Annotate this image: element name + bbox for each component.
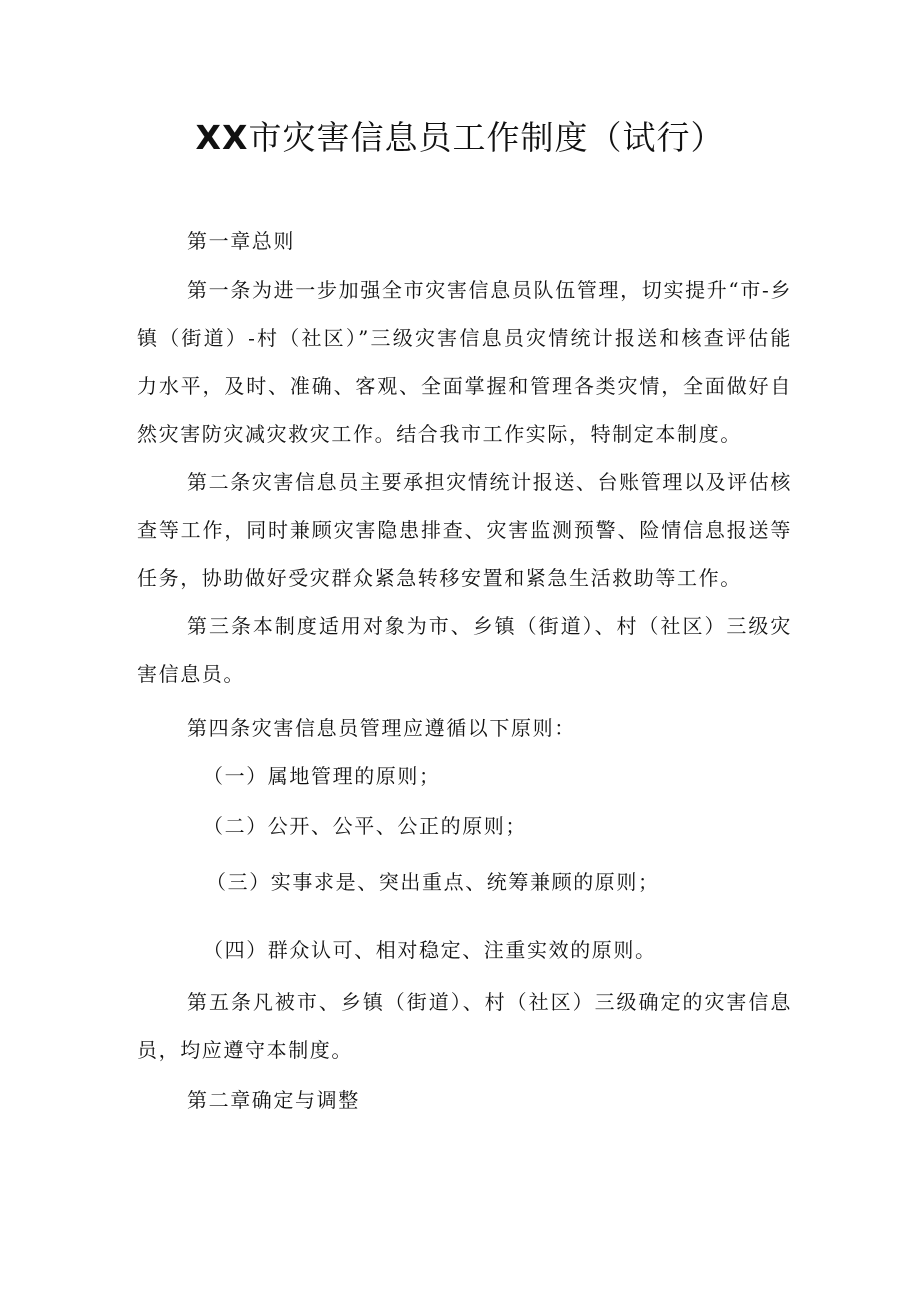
principle-3: （三）实事求是、突出重点、统筹兼顾的原则； xyxy=(206,870,660,894)
principle-2: （二）公开、公平、公正的原则； xyxy=(203,814,527,838)
principle-4: （四）群众认可、相对稳定、注重实效的原则。 xyxy=(203,938,657,962)
title-text: 市灾害信息员工作制度（试行） xyxy=(248,118,725,157)
article-2: 第二条灾害信息员主要承担灾情统计报送、台账管理以及评估核查等工作，同时兼顾灾害隐患排查、灾害监测预警、险情信息报送等任务，协助做好受灾群众紧急转移安置和紧急生活救助等工作。 xyxy=(137,470,792,590)
chapter-heading-1: 第一章总则 xyxy=(187,229,295,253)
document-title xyxy=(0,112,920,159)
article-3: 第三条本制度适用对象为市、乡镇（街道）、村（社区）三级灾害信息员。 xyxy=(137,614,792,686)
article-5: 第五条凡被市、乡镇（街道）、村（社区）三级确定的灾害信息员，均应遵守本制度。 xyxy=(137,990,792,1062)
chapter-heading-2: 第二章确定与调整 xyxy=(187,1088,360,1112)
title-prefix: XX xyxy=(195,118,249,157)
article-1: 第一条为进一步加强全市灾害信息员队伍管理，切实提升“市-乡镇（街道）-村（社区）”三级灾害信息员灾情统计报送和核查评估能力水平，及时、准确、客观、全面掌握和管理各类灾情，全面做好自然灾害防灾减灾救灾工作。结合我市工作实际，特制定本制度。 xyxy=(137,278,792,446)
article-4: 第四条灾害信息员管理应遵循以下原则： xyxy=(187,716,576,740)
principle-1: （一）属地管理的原则； xyxy=(203,764,441,788)
